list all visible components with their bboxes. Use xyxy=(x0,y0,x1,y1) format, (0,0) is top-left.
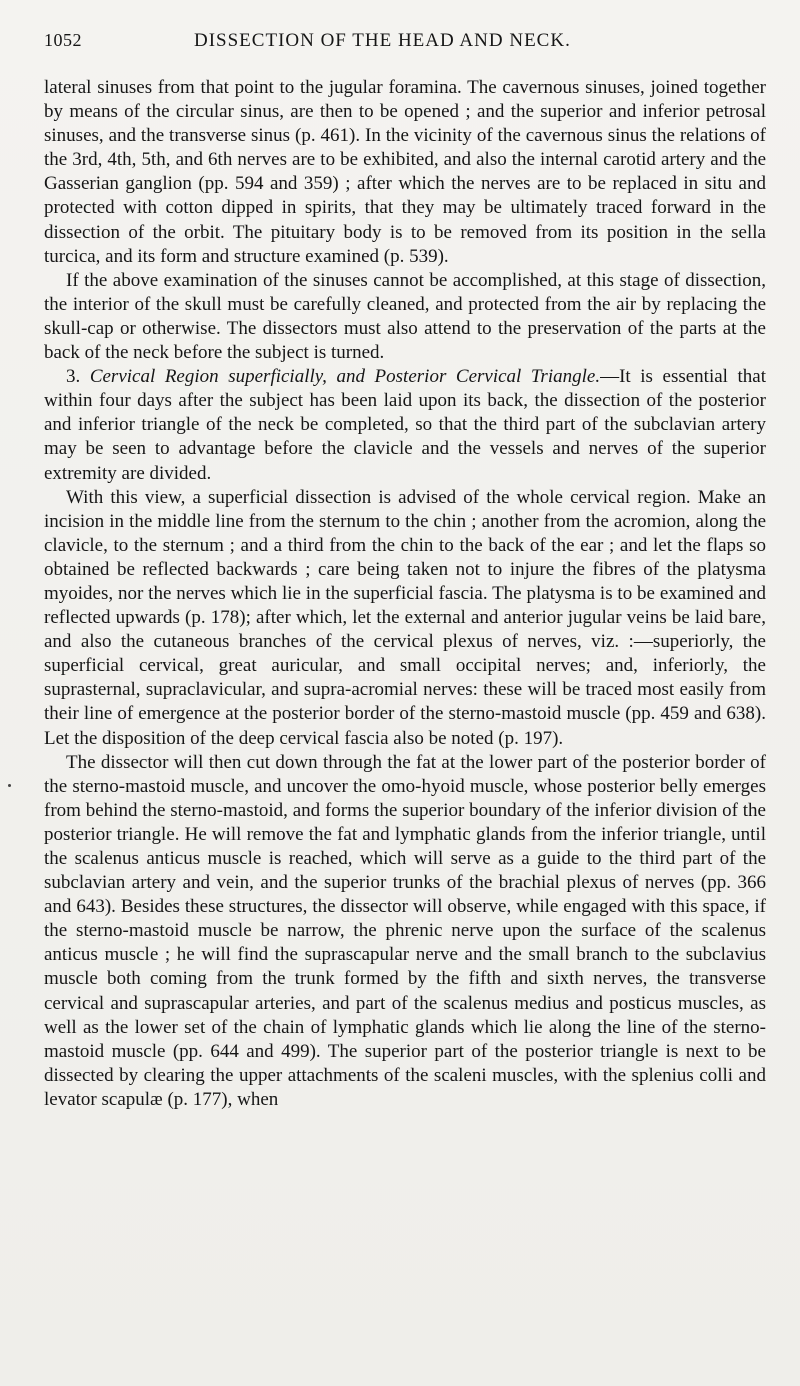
paragraph-skull-preservation: If the above examination of the sinuses cannot be accomplished, at this stage of dissection, the interior of the skull must be carefully cleaned, and protected from the air by replacing the skull-cap or otherwise. The dissectors must also attend to the preservation of the parts at the back of the neck before the subject is turned. xyxy=(44,269,766,364)
page-header xyxy=(44,30,766,64)
section-text: —It is essential that within four days after the subject has been laid upon its back, the dissection of the posterior and inferior triangle of the neck be completed, so that the third part of the subclavian artery may be seen to advantage before the clavicle and the vessels and nerves of the superior extremity are divided. xyxy=(44,366,767,484)
running-title: DISSECTION OF THE HEAD AND NECK. xyxy=(194,30,571,51)
body-text xyxy=(44,76,766,1112)
section-3-paragraph xyxy=(44,365,766,485)
paragraph-superficial-dissection: With this view, a superficial dissection is advised of the whole cervical region. Make an incision in the middle line from the sternum to the chin ; another from the acromion, along the clavicle, to the sternum ; and a third from the chin to the back of the ear ; and let the flaps so obtained be reflected backwards ; care being taken not to injure the fibres of the platysma myoides, nor the nerves which lie in the superficial fascia. The platysma is to be examined and reflected upwards (p. 178); after which, let the external and anterior jugular veins be laid bare, and also the cutaneous branches of the cervical plexus of nerves, viz. :—superiorly, the superficial cervical, great auricular, and small occipital nerves; and, inferiorly, the suprasternal, supraclavicular, and supra-acromial nerves: these will be traced most easily from their line of emergence at the posterior border of the sterno-mastoid muscle (pp. 459 and 638). Let the disposition of the deep cervical fascia also be noted (p. 197). xyxy=(44,486,766,749)
section-number: 3. xyxy=(66,366,81,388)
page-number: 1052 xyxy=(44,30,82,50)
paragraph-posterior-triangle: The dissector will then cut down through the fat at the lower part of the posterior border of the sterno-mastoid muscle, and uncover the omo-hyoid muscle, whose posterior belly emerges from behind the sterno-mastoid, and forms the superior boundary of the inferior division of the posterior triangle. He will remove the fat and lymphatic glands from the inferior triangle, until the scalenus anticus muscle is reached, which will serve as a guide to the third part of the subclavian artery and vein, and the superior trunks of the brachial plexus of nerves (pp. 366 and 643). Besides these structures, the dissector will observe, while engaged with this space, if the sterno-mastoid muscle be narrow, the phrenic nerve upon the surface of the scalenus anticus muscle ; he will find the suprascapular nerve and the small branch to the subclavius muscle both coming from the trunk formed by the fifth and sixth nerves, the transverse cervical and suprascapular arteries, and part of the scalenus medius and posticus muscles, as well as the lower set of the chain of lymphatic glands which lie along the line of the sterno-mastoid muscle (pp. 644 and 499). The superior part of the posterior triangle is next to be dissected by clearing the upper attachments of the scaleni muscles, with the splenius colli and levator scapulæ (p. 177), when xyxy=(44,751,766,1110)
section-heading: Cervical Region superficially, and Posterior Cervical Triangle. xyxy=(89,366,601,388)
paragraph-sinuses: lateral sinuses from that point to the jugular foramina. The cavernous sinuses, joined together by means of the circular sinus, are then to be opened ; and the superior and inferior petrosal sinuses, and the transverse sinus (p. 461). In the vicinity of the cavernous sinus the relations of the 3rd, 4th, 5th, and 6th nerves are to be exhibited, and also the internal carotid artery and the Gasserian ganglion (pp. 594 and 359) ; after which the nerves are to be replaced in situ and protected with cotton dipped in spirits, that they may be ultimately traced forward in the dissection of the orbit. The pituitary body is to be removed from its position in the sella turcica, and its form and structure examined (p. 539). xyxy=(44,77,766,267)
margin-dot xyxy=(8,784,11,787)
